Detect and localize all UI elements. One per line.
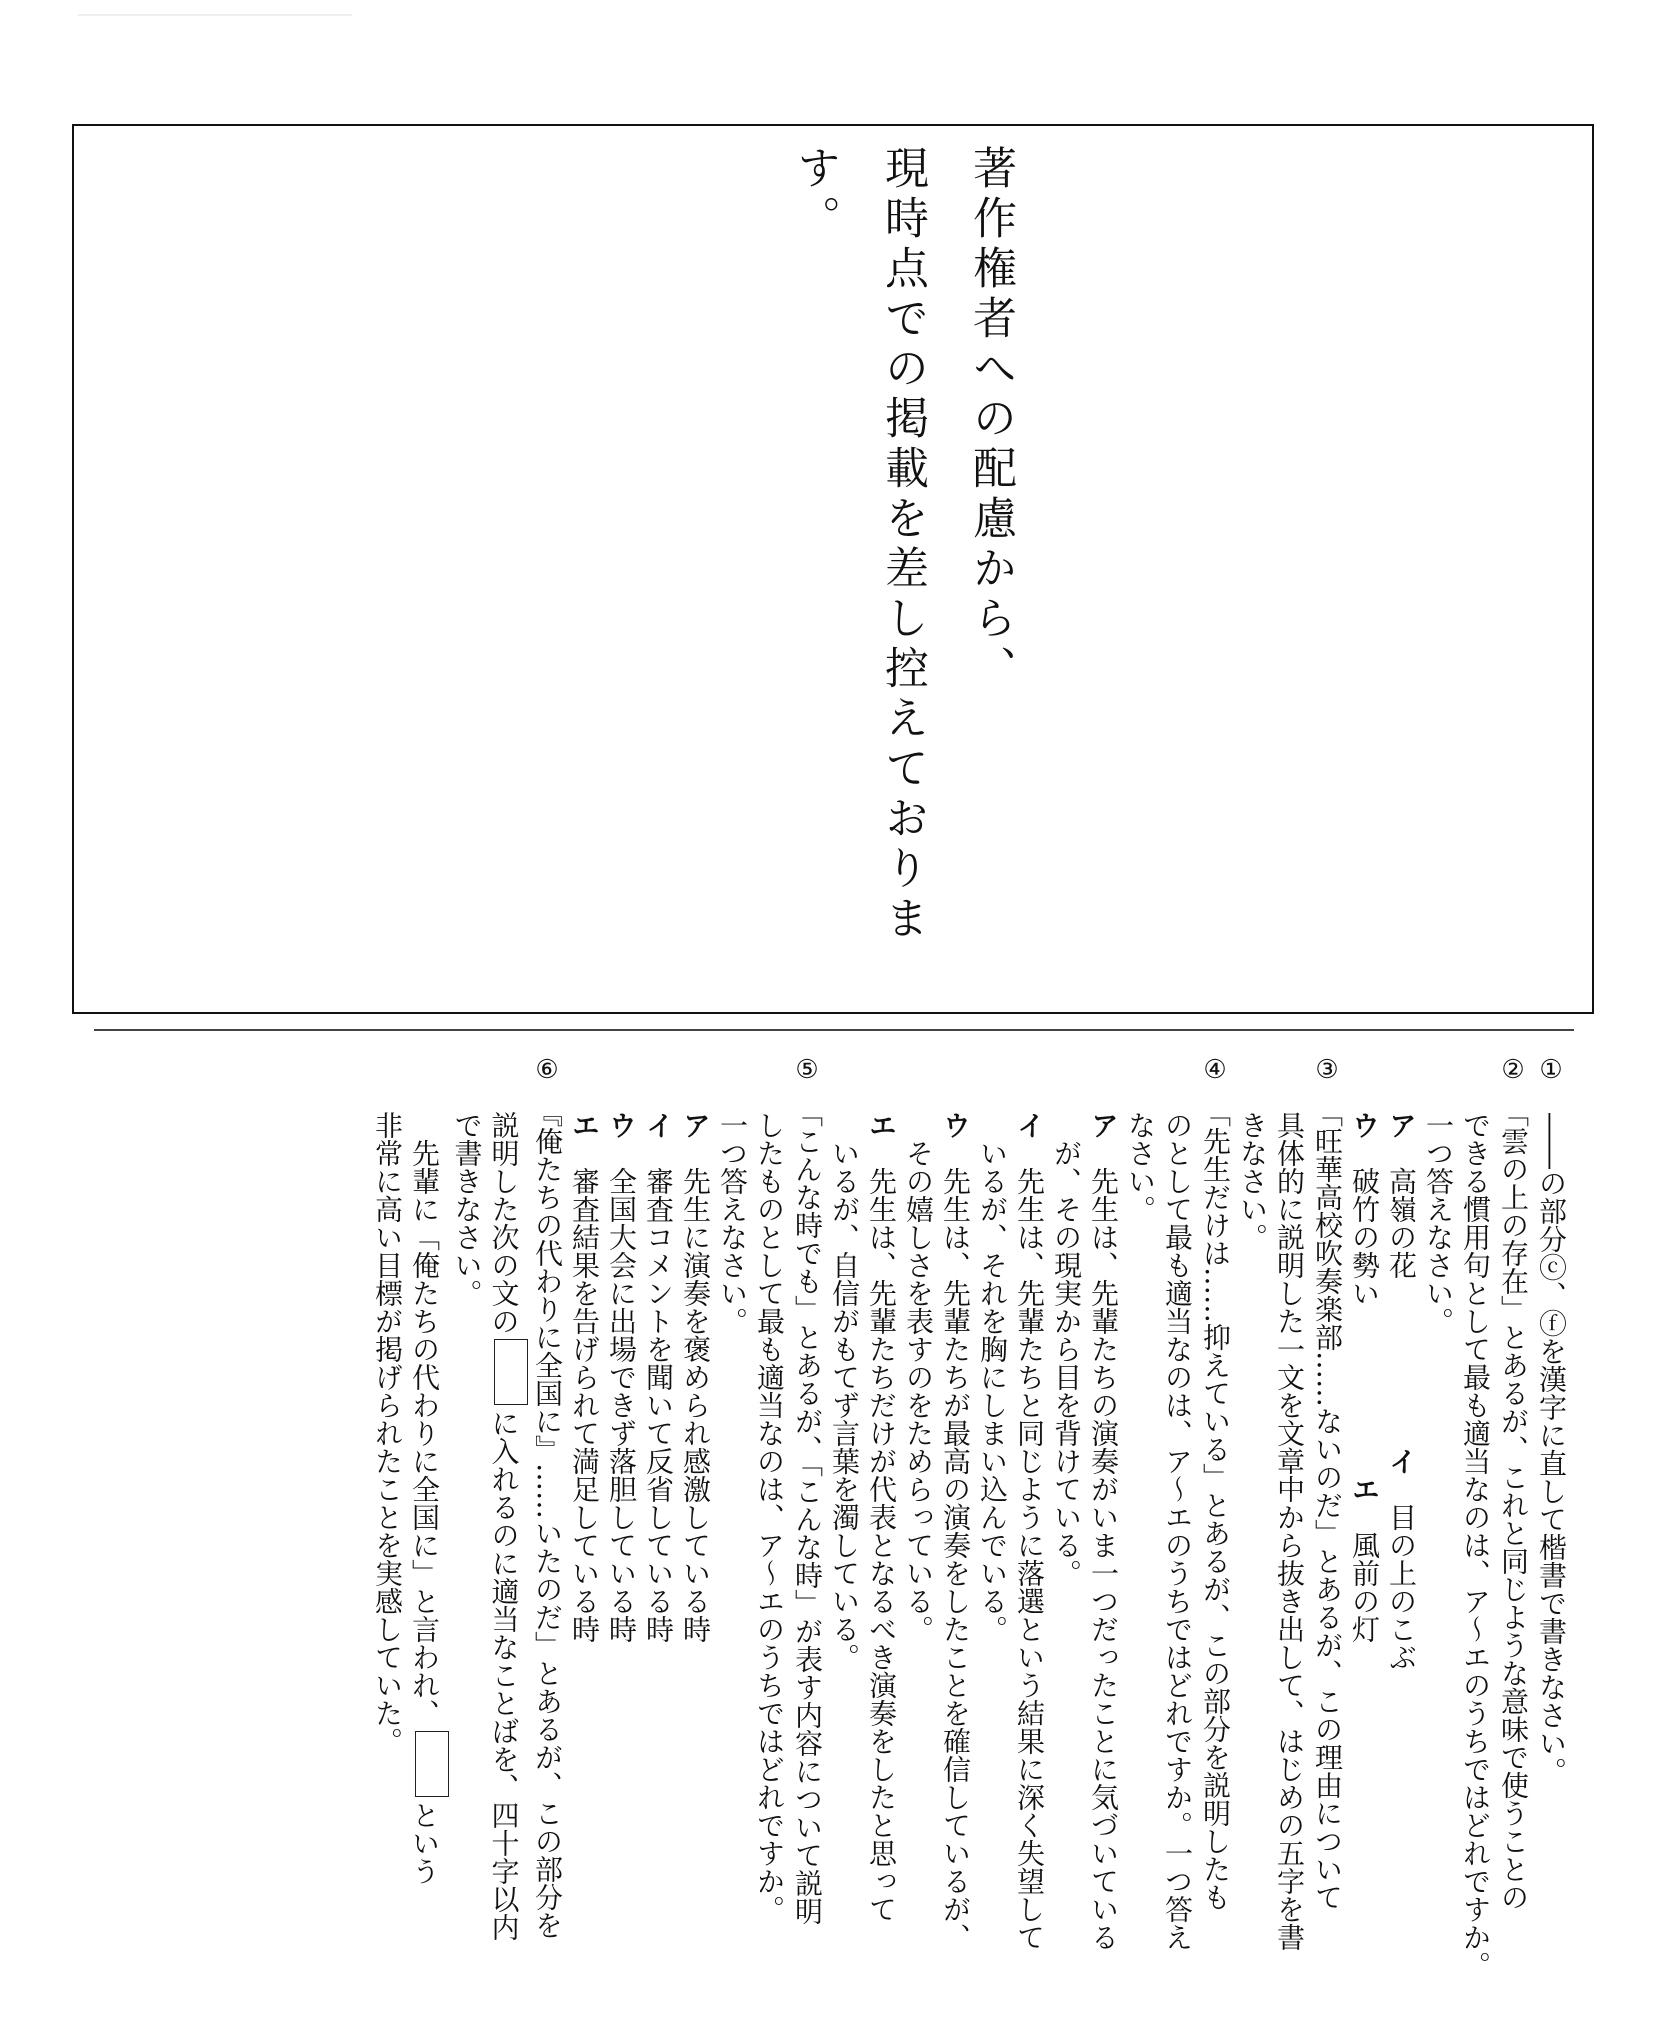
question-4-choice-u-cont: その嬉しさを表すのをためらっている。 bbox=[902, 1139, 935, 1643]
question-5-line-1: ⑤ 「こんな時でも」とあるが、「こんな時」が表す内容について説明 bbox=[791, 1055, 824, 1925]
question-6-line-3: で書きなさい。 bbox=[450, 1111, 484, 1307]
question-2-line-1: ② 「雲の上の存在」とあるが、これと同じような意味で使うことの bbox=[1497, 1055, 1530, 1911]
answer-blank[interactable] bbox=[494, 1339, 528, 1405]
question-4-choice-a-cont: が、その現実から目を背けている。 bbox=[1050, 1139, 1083, 1587]
question-4-choice-e: エ 先生は、先輩たちだけが代表となるべき演奏をしたと思って bbox=[865, 1111, 898, 1923]
question-1: ① ――の部分ⓒ、ⓕを漢字に直して楷書で書きなさい。 bbox=[1535, 1055, 1568, 1785]
question-6-answer-line-2: 非常に高い目標が掲げられたことを実感していた。 bbox=[371, 1111, 404, 1755]
notice-line-2: 現時点での掲載を差し控えております。 bbox=[789, 145, 928, 945]
question-6-line-2: 説明した次の文のに入れるのに適当なことばを、四十字以内 bbox=[486, 1055, 529, 1995]
question-5-line-3: 一つ答えなさい。 bbox=[716, 1111, 749, 1335]
question-4-line-2: のとして最も適当なのは、ア～エのうちではどれですか。一つ答え bbox=[1161, 1111, 1194, 1951]
top-rule bbox=[78, 14, 352, 16]
question-6-answer-line-1: 先輩に「俺たちの代わりに全国に」と言われ、という bbox=[406, 1055, 449, 1995]
question-5-choice-i: イ 審査コメントを聞いて反省している時 bbox=[642, 1111, 675, 1643]
question-2-line-2: できる慣用句として最も適当なのは、ア～エのうちではどれですか。 bbox=[1459, 1111, 1492, 1979]
question-3-line-3: きなさい。 bbox=[1236, 1111, 1269, 1251]
question-4-choice-a: ア 先生は、先輩たちの演奏がいま一つだったことに気づいている bbox=[1087, 1111, 1120, 1951]
question-4-choice-u: ウ 先生は、先輩たちが最高の演奏をしたことを確信しているが、 bbox=[939, 1111, 972, 1951]
answer-blank-2[interactable] bbox=[415, 1731, 449, 1797]
question-2-line-3: 一つ答えなさい。 bbox=[1422, 1111, 1455, 1335]
question-2-choices-u-e: ウ 破竹の勢い エ 風前の灯 bbox=[1348, 1111, 1381, 1643]
question-5-line-2: したものとして最も適当なのは、ア～エのうちではどれですか。 bbox=[753, 1111, 786, 1923]
question-section bbox=[140, 1055, 1570, 1995]
question-4-choice-e-cont: いるが、自信がもてず言葉を濁している。 bbox=[828, 1139, 861, 1671]
question-6-line-1: ⑥ 『俺たちの代わりに全国に』……いたのだ」とあるが、この部分を bbox=[531, 1055, 564, 1939]
copyright-notice bbox=[770, 145, 1034, 1005]
question-5-choice-u: ウ 全国大会に出場できず落胆している時 bbox=[605, 1111, 638, 1643]
notice-line-1: 著作権者への配慮から、 bbox=[965, 145, 1016, 695]
question-4-choice-i: イ 先生は、先輩たちと同じように落選という結果に深く失望して bbox=[1013, 1111, 1046, 1951]
question-4-line-1: ④ 「先生だけは……抑えている」とあるが、この部分を説明したも bbox=[1199, 1055, 1232, 1911]
section-divider bbox=[94, 1029, 1574, 1031]
question-4-line-3: なさい。 bbox=[1124, 1111, 1157, 1223]
question-3-line-1: ③ 「旺華高校吹奏楽部……ないのだ」とあるが、この理由について bbox=[1311, 1055, 1344, 1911]
question-4-choice-i-cont: いるが、それを胸にしまい込んでいる。 bbox=[976, 1139, 1009, 1643]
question-3-line-2: 具体的に説明した一文を文章中から抜き出して、はじめの五字を書 bbox=[1273, 1111, 1306, 1951]
question-2-choices-a-i: ア 高嶺の花 イ 目の上のこぶ bbox=[1385, 1111, 1418, 1671]
question-5-choice-e: エ 審査結果を告げられて満足している時 bbox=[568, 1111, 601, 1643]
question-5-choice-a: ア 先生に演奏を褒められ感激している時 bbox=[679, 1111, 712, 1643]
